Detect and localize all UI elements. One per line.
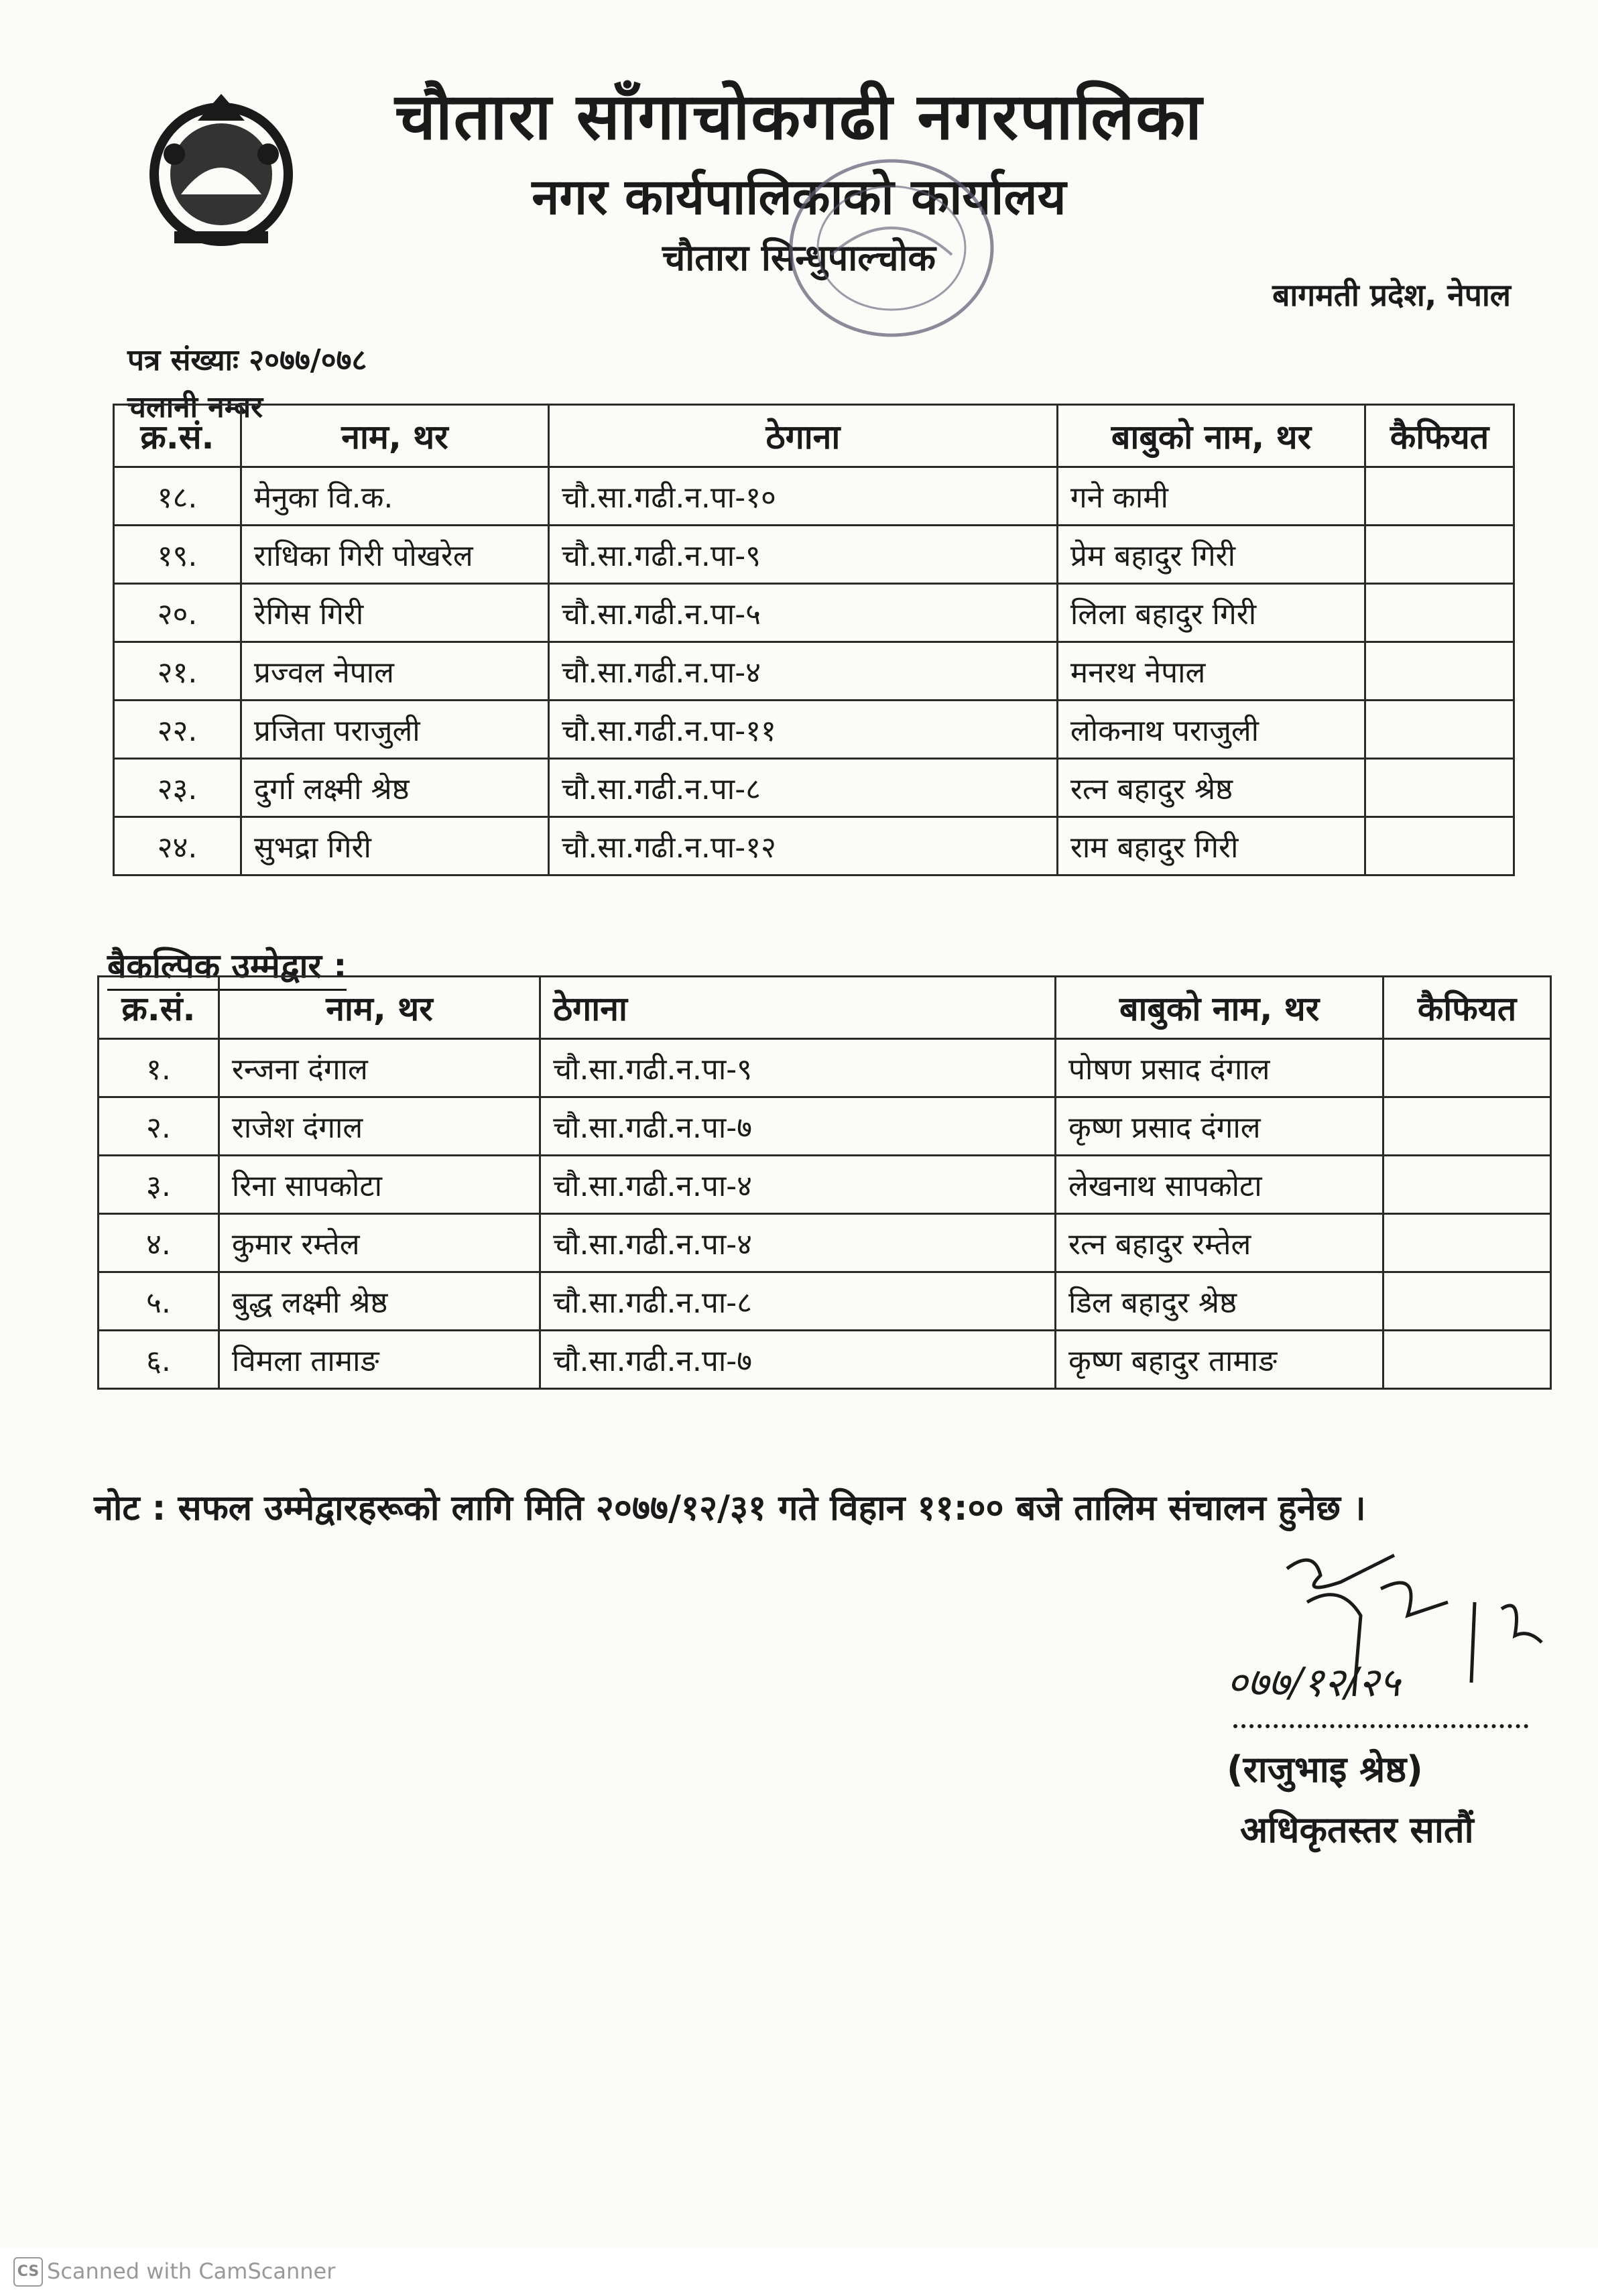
office-place: चौतारा सिन्धुपाल्चोक [662, 237, 936, 279]
header-serial: क्र.सं. [114, 405, 241, 467]
dispatch-number: चलानी नम्बर [127, 390, 263, 424]
table-row [99, 1272, 1551, 1331]
cell-serial: २३. [114, 759, 241, 817]
cell-serial: १८. [114, 467, 241, 526]
table-row [99, 1331, 1551, 1389]
header-remark: कैफियत [1384, 977, 1551, 1039]
cell-address: चौ.सा.गढी.न.पा-८ [540, 1272, 1056, 1331]
cell-father: रत्न बहादुर रम्तेल [1055, 1214, 1383, 1272]
cell-father: राम बहादुर गिरी [1057, 817, 1365, 875]
cell-remark [1365, 701, 1514, 759]
cell-address: चौ.सा.गढी.न.पा-४ [549, 642, 1058, 701]
cell-serial: २४. [114, 817, 241, 875]
header-address: ठेगाना [540, 977, 1056, 1039]
cell-serial: ५. [99, 1272, 219, 1331]
table-row [114, 467, 1514, 526]
cell-father: मनरथ नेपाल [1057, 642, 1365, 701]
cell-serial: २. [99, 1097, 219, 1156]
selected-candidates-table [113, 404, 1515, 876]
cell-address: चौ.सा.गढी.न.पा-५ [549, 584, 1058, 642]
table-row [99, 1097, 1551, 1156]
cell-serial: ६. [99, 1331, 219, 1389]
signature-line [1233, 1724, 1528, 1728]
cell-serial: १. [99, 1039, 219, 1097]
province-label: बागमती प्रदेश, नेपाल [1272, 277, 1511, 313]
cell-address: चौ.सा.गढी.न.पा-१० [549, 467, 1058, 526]
cell-remark [1365, 584, 1514, 642]
cell-remark [1384, 1039, 1551, 1097]
table-row [99, 1214, 1551, 1272]
cell-serial: २२. [114, 701, 241, 759]
cell-name: प्रज्वल नेपाल [241, 642, 548, 701]
cell-father: डिल बहादुर श्रेष्ठ [1055, 1272, 1383, 1331]
signatory-post: अधिकृतस्तर सातौं [1240, 1809, 1474, 1851]
table-row [114, 817, 1514, 875]
cell-address: चौ.सा.गढी.न.पा-८ [549, 759, 1058, 817]
table-row [99, 1156, 1551, 1214]
header-serial: क्र.सं. [99, 977, 219, 1039]
header-address: ठेगाना [549, 405, 1058, 467]
cell-name: राधिका गिरी पोखरेल [241, 526, 548, 584]
cell-serial: ४. [99, 1214, 219, 1272]
office-title: चौतारा साँगाचोकगढी नगरपालिका [394, 79, 1204, 154]
cell-address: चौ.सा.गढी.न.पा-११ [549, 701, 1058, 759]
cell-father: पोषण प्रसाद दंगाल [1055, 1039, 1383, 1097]
cell-father: लोकनाथ पराजुली [1057, 701, 1365, 759]
official-stamp-icon [771, 141, 1012, 355]
cell-name: रेगिस गिरी [241, 584, 548, 642]
cell-remark [1365, 759, 1514, 817]
cell-name: मेनुका वि.क. [241, 467, 548, 526]
cell-address: चौ.सा.गढी.न.पा-७ [540, 1097, 1056, 1156]
alternate-candidates-table [97, 975, 1552, 1390]
alternate-candidates-label: बैकल्पिक उम्मेद्वार : [107, 942, 347, 991]
cell-father: कृष्ण बहादुर तामाङ [1055, 1331, 1383, 1389]
cell-serial: २०. [114, 584, 241, 642]
cell-address: चौ.सा.गढी.न.पा-४ [540, 1156, 1056, 1214]
cell-address: चौ.सा.गढी.न.पा-१२ [549, 817, 1058, 875]
scanner-watermark-text: Scanned with CamScanner [47, 2258, 336, 2284]
cell-address: चौ.सा.गढी.न.पा-४ [540, 1214, 1056, 1272]
header-father: बाबुको नाम, थर [1055, 977, 1383, 1039]
signature-date: ०७७/१२/२५ [1227, 1659, 1400, 1706]
training-note: नोट : सफल उम्मेद्वारहरूको लागि मिति २०७७/१२/३१ गते विहान ११:०० बजे तालिम संचालन हुनेछ । [94, 1488, 1366, 1528]
cell-father: प्रेम बहादुर गिरी [1057, 526, 1365, 584]
cell-remark [1384, 1097, 1551, 1156]
table-row [114, 526, 1514, 584]
cell-remark [1384, 1156, 1551, 1214]
cell-serial: १९. [114, 526, 241, 584]
table-header-row [114, 405, 1514, 467]
cell-name: प्रजिता पराजुली [241, 701, 548, 759]
cell-father: गने कामी [1057, 467, 1365, 526]
cell-father: लेखनाथ सापकोटा [1055, 1156, 1383, 1214]
cell-remark [1365, 817, 1514, 875]
cell-name: सुभद्रा गिरी [241, 817, 548, 875]
table-row [114, 584, 1514, 642]
office-subtitle: नगर कार्यपालिकाको कार्यालय [532, 168, 1066, 226]
cell-father: रत्न बहादुर श्रेष्ठ [1057, 759, 1365, 817]
cell-remark [1365, 526, 1514, 584]
cell-remark [1365, 467, 1514, 526]
cell-remark [1384, 1272, 1551, 1331]
cell-remark [1384, 1331, 1551, 1389]
cell-name: विमला तामाङ [219, 1331, 540, 1389]
table-row [99, 1039, 1551, 1097]
camscanner-logo-icon: CS [13, 2257, 43, 2287]
cell-name: कुमार रम्तेल [219, 1214, 540, 1272]
signatory-name: (राजुभाइ श्रेष्ठ) [1227, 1748, 1423, 1791]
cell-name: बुद्ध लक्ष्मी श्रेष्ठ [219, 1272, 540, 1331]
cell-remark [1365, 642, 1514, 701]
cell-address: चौ.सा.गढी.न.पा-९ [549, 526, 1058, 584]
handwritten-signature-icon [1207, 1542, 1555, 1743]
letter-number: पत्र संख्याः २०७७/०७८ [127, 343, 367, 377]
table-row [114, 701, 1514, 759]
cell-serial: २१. [114, 642, 241, 701]
cell-serial: ३. [99, 1156, 219, 1214]
cell-name: राजेश दंगाल [219, 1097, 540, 1156]
table-header-row [99, 977, 1551, 1039]
header-father: बाबुको नाम, थर [1057, 405, 1365, 467]
table-row [114, 642, 1514, 701]
cell-address: चौ.सा.गढी.न.पा-९ [540, 1039, 1056, 1097]
header-remark: कैफियत [1365, 405, 1514, 467]
cell-name: रन्जना दंगाल [219, 1039, 540, 1097]
cell-address: चौ.सा.गढी.न.पा-७ [540, 1331, 1056, 1389]
cell-father: कृष्ण प्रसाद दंगाल [1055, 1097, 1383, 1156]
header-name: नाम, थर [219, 977, 540, 1039]
cell-remark [1384, 1214, 1551, 1272]
cell-name: दुर्गा लक्ष्मी श्रेष्ठ [241, 759, 548, 817]
header-name: नाम, थर [241, 405, 548, 467]
cell-father: लिला बहादुर गिरी [1057, 584, 1365, 642]
table-row [114, 759, 1514, 817]
cell-name: रिना सापकोटा [219, 1156, 540, 1214]
